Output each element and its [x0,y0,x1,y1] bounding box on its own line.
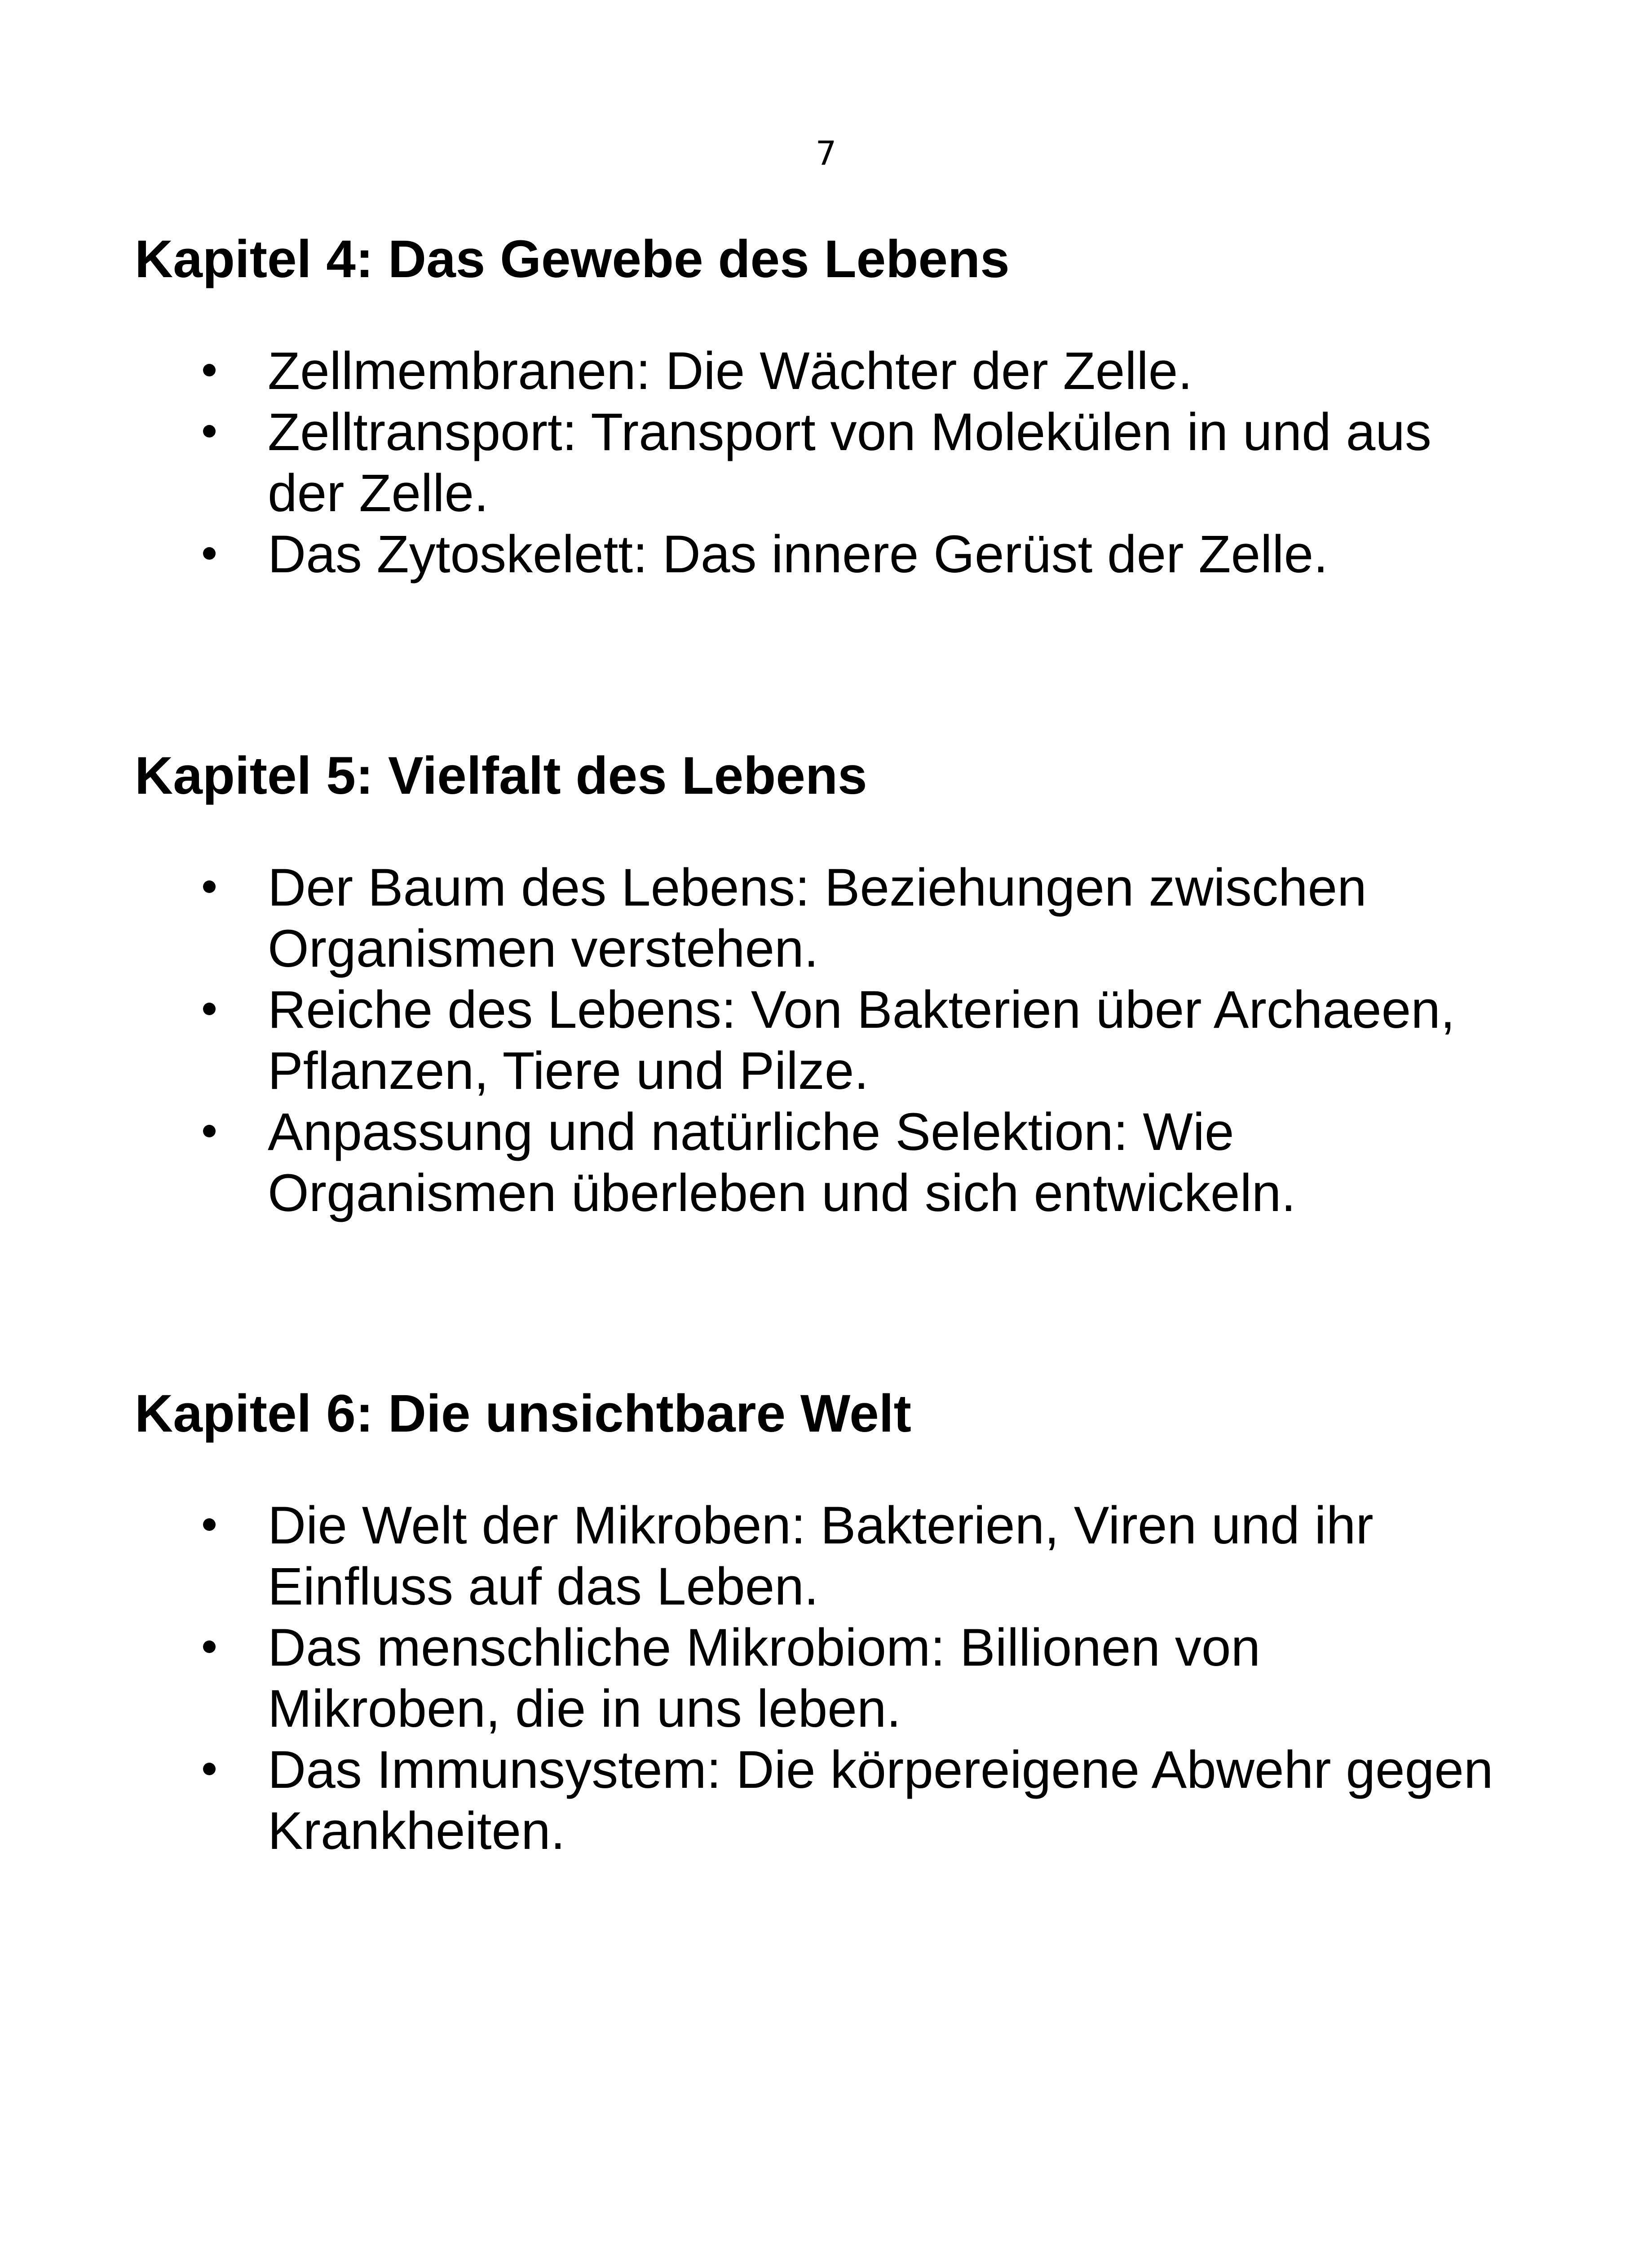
bullet-icon [203,364,216,376]
list-item [135,524,1505,585]
chapter-5-title: Kapitel 5: Vielfalt des Lebens [135,746,867,805]
list-item [135,1101,1505,1224]
chapter-5-section [135,746,1527,1224]
chapter-6-section [135,1384,1527,1861]
list-item [135,340,1505,402]
list-item-text: Das menschliche Mikrobiom: Billionen von Mikroben, die in uns leben. [268,1618,1261,1738]
list-item-text: Die Welt der Mikroben: Bakterien, Viren und ihr Einfluss auf das Leben. [268,1495,1374,1616]
chapter-6-list [135,1495,1527,1861]
bullet-icon [203,1518,216,1531]
bullet-icon [203,1003,216,1015]
list-item-text: Reiche des Lebens: Von Bakterien über Archaeen, Pflanzen, Tiere und Pilze. [268,980,1455,1101]
list-item-text: Anpassung und natürliche Selektion: Wie Organismen überleben und sich entwickeln. [268,1102,1296,1223]
list-item [135,1495,1505,1617]
list-item [135,857,1505,979]
bullet-icon [203,1763,216,1775]
bullet-icon [203,425,216,438]
bullet-icon [203,880,216,893]
chapter-4-section [135,229,1527,585]
chapter-4-title: Kapitel 4: Das Gewebe des Lebens [135,230,1010,289]
list-item-text: Zelltransport: Transport von Molekülen in und aus der Zelle. [268,402,1431,523]
list-item-text: Das Zytoskelett: Das innere Gerüst der Zelle. [268,524,1328,584]
list-item [135,1617,1505,1739]
list-item-text: Der Baum des Lebens: Beziehungen zwischen Organismen verstehen. [268,858,1367,978]
page-number: 7 [815,134,837,173]
list-item [135,402,1505,524]
bullet-icon [203,1125,216,1137]
chapter-5-list [135,857,1527,1224]
list-item-text: Zellmembranen: Die Wächter der Zelle. [268,341,1193,401]
list-item-text: Das Immunsystem: Die körpereigene Abwehr gegen Krankheiten. [268,1740,1493,1861]
chapter-4-list [135,340,1527,585]
chapter-6-title: Kapitel 6: Die unsichtbare Welt [135,1384,911,1443]
list-item [135,979,1505,1101]
bullet-icon [203,547,216,560]
list-item [135,1739,1505,1861]
bullet-icon [203,1640,216,1653]
